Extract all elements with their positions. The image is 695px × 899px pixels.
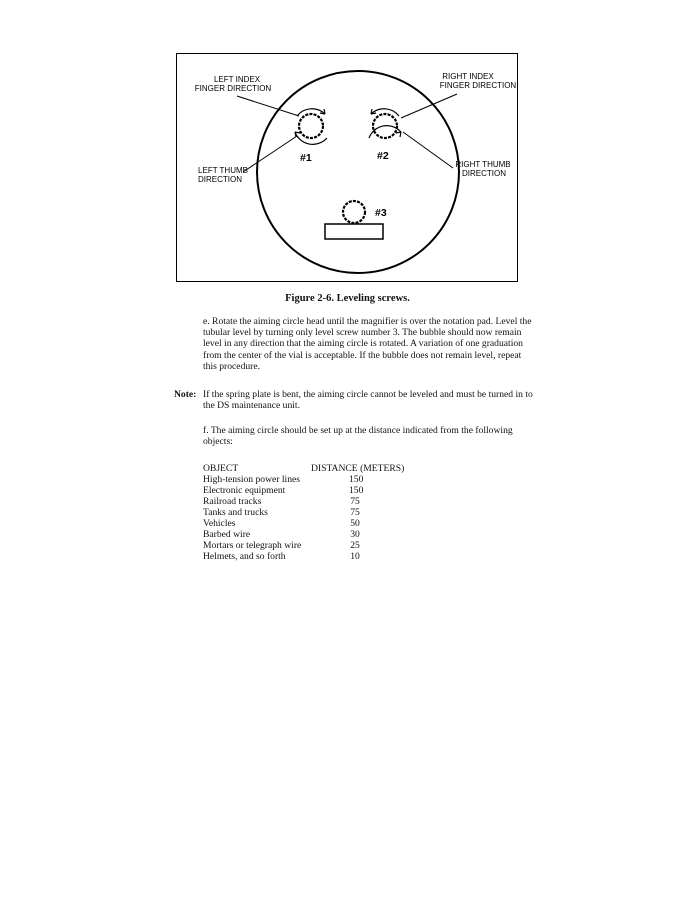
row-distance: 150 <box>349 485 364 496</box>
table-row <box>203 474 463 485</box>
leveling-screw-1 <box>295 109 327 145</box>
row-object: Barbed wire <box>203 529 251 540</box>
leader-right-thumb <box>403 132 453 168</box>
row-object: Railroad tracks <box>203 496 262 507</box>
leader-left-index <box>237 96 299 116</box>
table-row <box>203 496 463 507</box>
label-screw-1: #1 <box>300 152 312 164</box>
table-row <box>203 507 463 518</box>
row-distance: 10 <box>350 551 360 562</box>
paragraph-e: e. Rotate the aiming circle head until the magnifier is over the notation pad. Level the tubular level by turning only level screw number 3. The bubble should now remain level in any direction that the aiming circle is rotated. A variation of one graduation from the center of the vial is acceptable. If the bubble does not remain level, repeat this procedure. <box>203 316 532 372</box>
leader-left-thumb <box>243 136 297 172</box>
row-distance: 30 <box>350 529 360 540</box>
label-left-index-line1: LEFT INDEX <box>213 75 261 84</box>
header-object: OBJECT <box>203 463 239 474</box>
leveling-screws-diagram <box>177 54 519 283</box>
label-screw-2: #2 <box>377 150 389 162</box>
table-header <box>203 463 463 474</box>
row-object: Helmets, and so forth <box>203 551 286 562</box>
label-left-thumb-line1: LEFT THUMB <box>198 166 248 175</box>
figure-caption: Figure 2-6. Leveling screws. <box>285 293 410 304</box>
table-row <box>203 518 463 529</box>
label-screw-3: #3 <box>375 207 387 219</box>
row-distance: 50 <box>350 518 360 529</box>
leveling-screw-2 <box>369 109 401 138</box>
row-object: Mortars or telegraph wire <box>203 540 302 551</box>
label-right-thumb-line2: DIRECTION <box>462 169 506 178</box>
row-distance: 75 <box>350 507 360 518</box>
row-distance: 75 <box>350 496 360 507</box>
label-left-thumb-line2: DIRECTION <box>198 175 242 184</box>
table-row <box>203 551 463 562</box>
label-right-thumb-line1: RIGHT THUMB <box>455 160 511 169</box>
row-object: High-tension power lines <box>203 474 300 485</box>
row-object: Tanks and trucks <box>203 507 268 518</box>
paragraph-f: f. The aiming circle should be set up at the distance indicated from the following objects: <box>203 425 513 448</box>
table-row <box>203 485 463 496</box>
row-distance: 150 <box>349 474 364 485</box>
leader-right-index <box>401 94 457 118</box>
note-text: If the spring plate is bent, the aiming circle cannot be leveled and must be turned in to the DS maintenance unit. <box>203 389 533 412</box>
table-row <box>203 529 463 540</box>
label-right-index-line2: FINGER DIRECTION <box>439 81 517 90</box>
notation-pad <box>325 224 383 239</box>
row-object: Electronic equipment <box>203 485 286 496</box>
instrument-base-circle <box>257 71 459 273</box>
header-distance: DISTANCE (METERS) <box>311 463 405 474</box>
note-label: Note: <box>174 389 197 400</box>
distance-table <box>203 463 463 562</box>
leveling-screws-figure <box>176 53 518 282</box>
row-distance: 25 <box>350 540 360 551</box>
row-object: Vehicles <box>203 518 236 529</box>
label-left-index-line2: FINGER DIRECTION <box>194 84 272 93</box>
table-row <box>203 540 463 551</box>
leveling-screw-3 <box>343 201 365 223</box>
label-right-index-line1: RIGHT INDEX <box>442 72 494 81</box>
